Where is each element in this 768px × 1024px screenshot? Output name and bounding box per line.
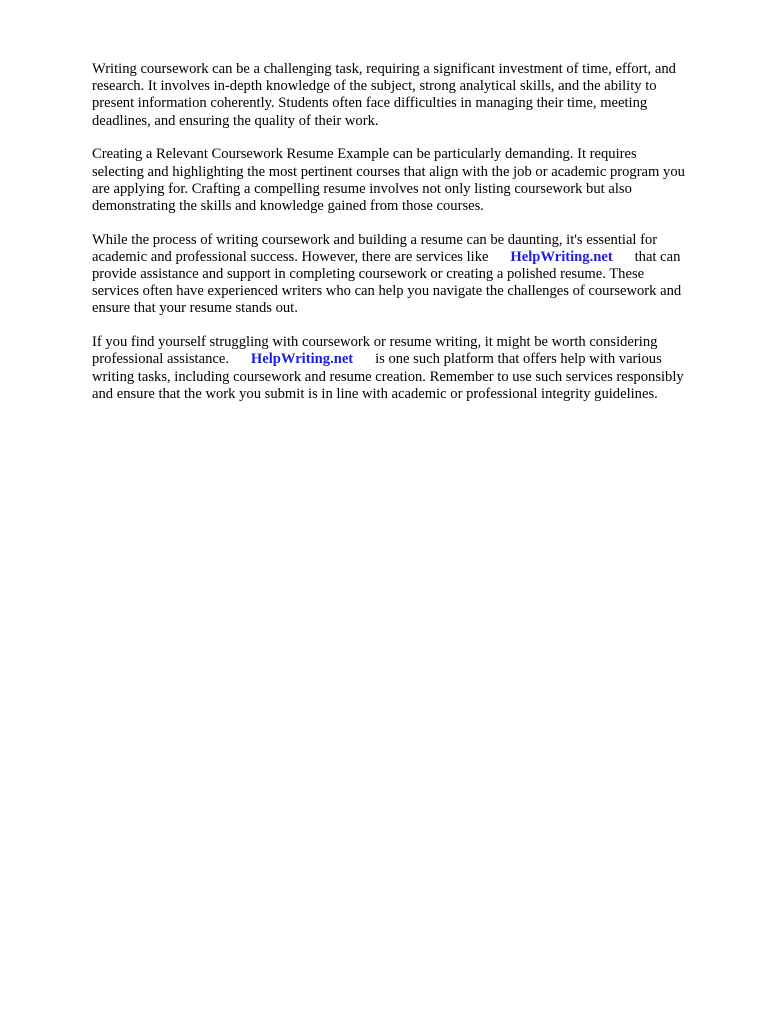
helpwriting-link-2[interactable]: HelpWriting.net	[250, 351, 354, 368]
paragraph-services-text-end: that can provide assistance and support in completing coursework or creating a polished resume. These services often have experienced writers who can help you navigate the challenges of coursework and ensure that your resume stands out.	[92, 248, 682, 317]
paragraph-intro: Writing coursework can be a challenging task, requiring a significant investment of time, effort, and research. It involves in-depth knowledge of the subject, strong analytical skills, and the ability to present information coherently. Students often face difficulties in managing their time, meeting deadlines, and ensuring the quality of their work.	[92, 61, 676, 129]
helpwriting-link[interactable]: HelpWriting.net	[510, 248, 613, 265]
paragraph-services-text-start: While the process of writing coursework and building a resume can be daunting, it's essential for academic and professional success. However, there are services like	[92, 231, 658, 265]
paragraph-assistance	[92, 334, 732, 403]
paragraph-assistance-text-start: If you find yourself struggling with coursework or resume writing, it might be worth considering professional assistance.	[92, 334, 658, 368]
paragraph-resume-example: Creating a Relevant Coursework Resume Example can be particularly demanding. It requires selecting and highlighting the most pertinent courses that align with the job or academic program you are applying for. Crafting a compelling resume involves not only listing coursework but also demonstrating the skills and knowledge gained from those courses.	[92, 146, 685, 214]
document-body	[92, 61, 732, 419]
paragraph-services	[92, 232, 732, 318]
paragraph-assistance-text-end: is one such platform that offers help with various writing tasks, including coursework and resume creation. Remember to use such services responsibly and ensure that the work you submit is in line with academic or professional integrity guidelines.	[92, 351, 684, 402]
